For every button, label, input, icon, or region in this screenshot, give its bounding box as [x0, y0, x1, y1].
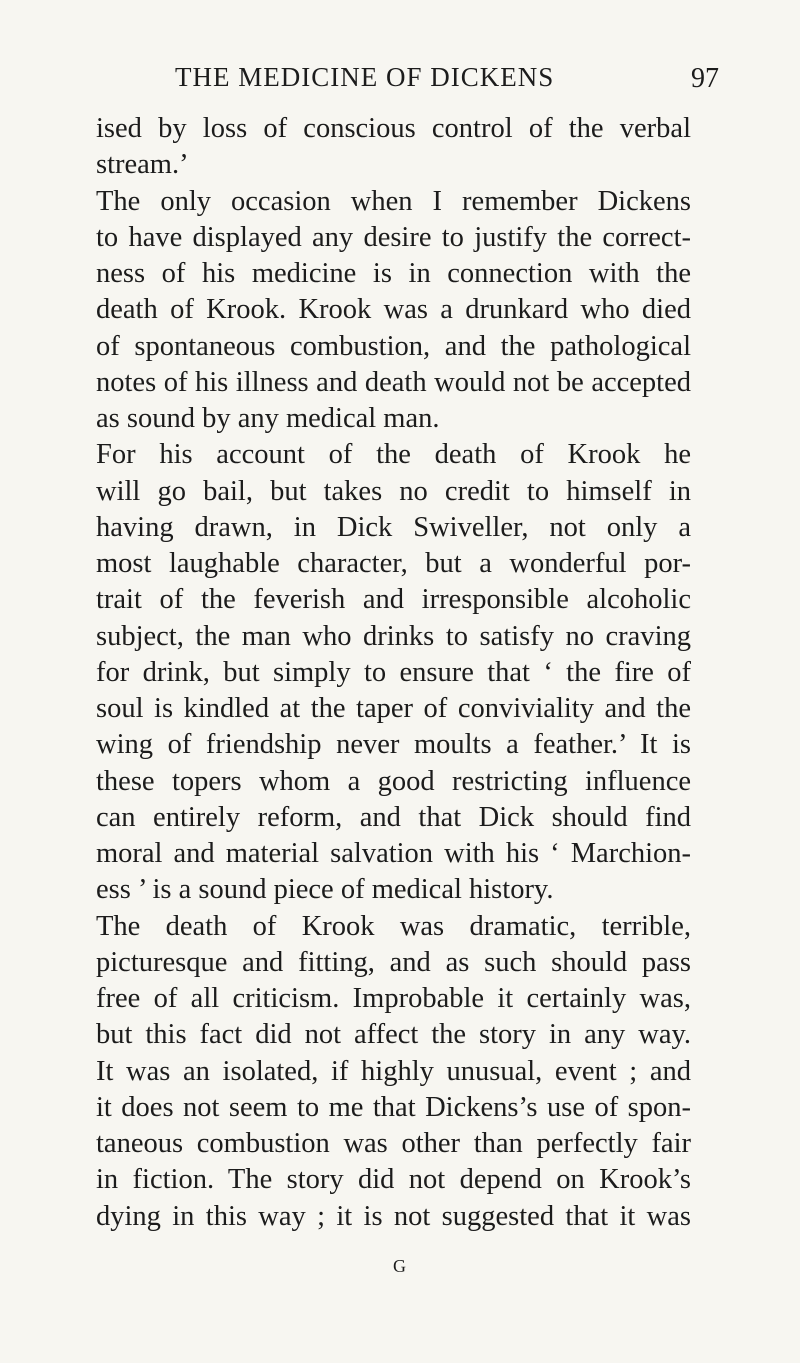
- signature-mark: G: [393, 1256, 407, 1276]
- text-line: in fiction. The story did not depend on Krook’s: [96, 1164, 691, 1196]
- text-line: subject, the man who drinks to satisfy no craving: [96, 620, 691, 652]
- body-text: [96, 111, 691, 1235]
- text-line: The death of Krook was dramatic, terrible,: [96, 910, 691, 942]
- text-line: taneous combustion was other than perfectly fair: [96, 1128, 691, 1159]
- text-line: ised by loss of conscious control of the verbal: [96, 113, 691, 144]
- text-line: trait of the feverish and irresponsible alcoholic: [96, 584, 691, 616]
- text-line: as sound by any medical man.: [96, 403, 440, 434]
- text-line: but this fact did not affect the story in any way.: [96, 1019, 691, 1051]
- text-line: notes of his illness and death would not be accepted: [96, 366, 691, 398]
- text-line: ness of his medicine is in connection with the: [96, 258, 691, 289]
- text-line: stream.’: [96, 149, 189, 181]
- text-line: for drink, but simply to ensure that ‘ the fire of: [96, 656, 691, 688]
- text-line: having drawn, in Dick Swiveller, not only a: [96, 511, 691, 543]
- text-line: For his account of the death of Krook he: [96, 439, 691, 471]
- text-line: moral and material salvation with his ‘ Marchion-: [96, 838, 691, 869]
- text-line: can entirely reform, and that Dick should find: [96, 801, 691, 833]
- text-line: most laughable character, but a wonderful por-: [96, 548, 691, 579]
- text-line: of spontaneous combustion, and the pathological: [96, 330, 691, 362]
- text-line: picturesque and fitting, and as such should pass: [96, 946, 691, 978]
- text-line: ess ’ is a sound piece of medical history.: [96, 874, 554, 906]
- text-line: will go bail, but takes no credit to himself in: [96, 475, 691, 507]
- text-line: It was an isolated, if highly unusual, event ; and: [96, 1055, 691, 1087]
- text-line: wing of friendship never moults a feather.’ It is: [96, 729, 691, 761]
- running-title: THE MEDICINE OF DICKENS: [175, 62, 555, 92]
- text-line: soul is kindled at the taper of conviviality and the: [96, 693, 691, 724]
- text-line: dying in this way ; it is not suggested that it was: [96, 1200, 691, 1232]
- page-number: 97: [691, 63, 719, 94]
- text-line: these topers whom a good restricting influence: [96, 765, 691, 797]
- text-line: to have displayed any desire to justify the correct-: [96, 221, 691, 253]
- text-line: it does not seem to me that Dickens’s use of spon-: [96, 1091, 691, 1123]
- text-line: The only occasion when I remember Dickens: [96, 185, 691, 217]
- text-line: free of all criticism. Improbable it certainly was,: [96, 983, 691, 1014]
- text-line: death of Krook. Krook was a drunkard who died: [96, 294, 691, 326]
